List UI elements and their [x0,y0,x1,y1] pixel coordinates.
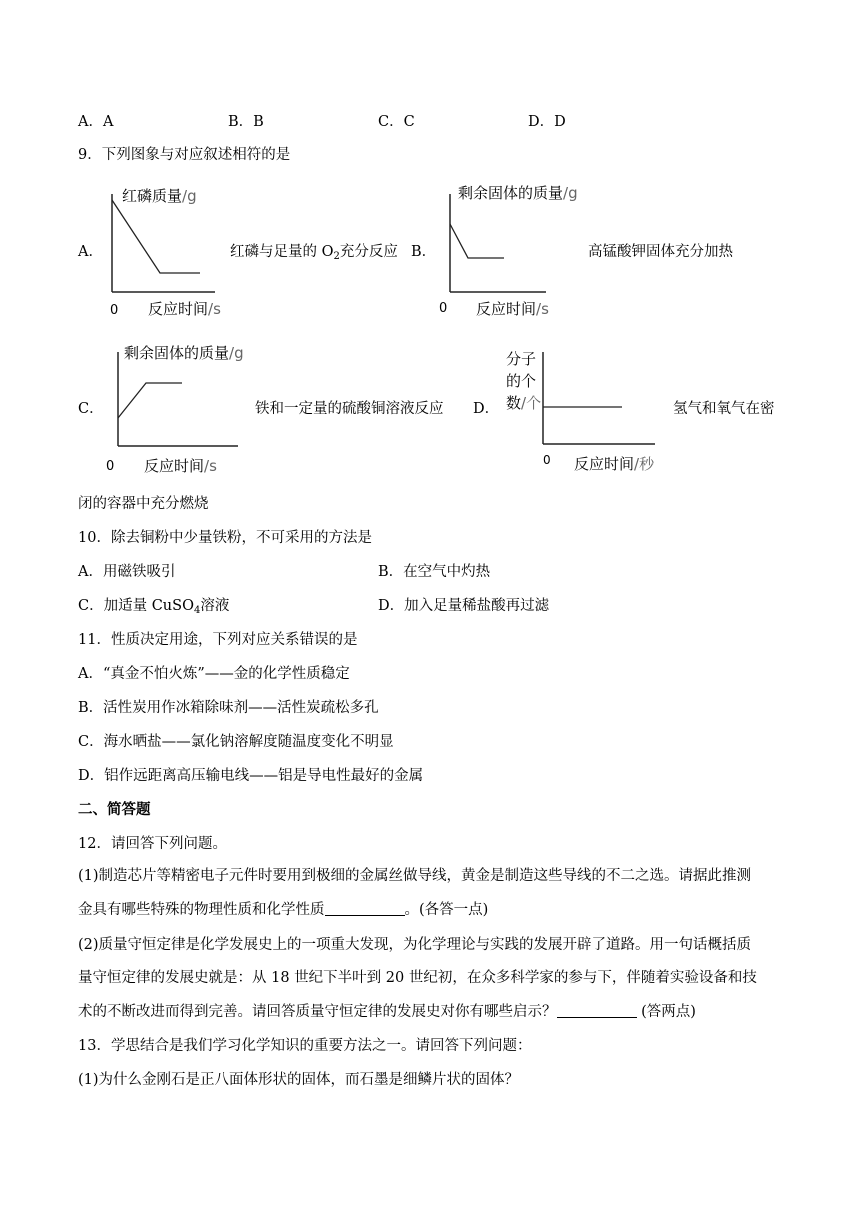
q10-stem: 10．除去铜粉中少量铁粉，不可采用的方法是 [78,530,372,546]
svg-text:红磷质量/g: 红磷质量/g [122,187,197,205]
svg-text:反应时间/s: 反应时间/s [148,300,221,318]
svg-text:剩余固体的质量/g: 剩余固体的质量/g [124,344,244,362]
q9-stem: 9．下列图象与对应叙述相符的是 [78,147,291,163]
q9-b-letter: B． [411,244,437,260]
q8-option-c: C．C [378,114,415,130]
q9-c-graph [98,338,258,478]
q11-stem: 11．性质决定用途，下列对应关系错误的是 [78,632,358,648]
svg-text:的个: 的个 [506,372,537,390]
svg-text:0: 0 [106,459,115,474]
q9-d-letter: D． [473,401,500,417]
q10-option-b: B．在空气中灼热 [378,564,491,580]
q12-part1-line1: (1)制造芯片等精密电子元件时要用到极细的金属丝做导线，黄金是制造这些导线的不二之选。请据此推测 [78,868,752,884]
svg-text:反应时间/s: 反应时间/s [476,300,549,318]
q11-option-b: B．活性炭用作冰箱除味剂——活性炭疏松多孔 [78,700,379,716]
svg-text:剩余固体的质量/g: 剩余固体的质量/g [458,184,578,202]
q13-stem: 13．学思结合是我们学习化学知识的重要方法之一。请回答下列问题： [78,1038,532,1054]
q12-part2-line2: 量守恒定律的发展史就是：从 18 世纪下半叶到 20 世纪初，在众多科学家的参与下，伴随着实验设备和技 [78,970,757,986]
svg-text:分子: 分子 [506,350,537,368]
q10-option-c: C．加适量 CuSO$_4$溶液 [78,598,230,616]
q10-option-a: A．用磁铁吸引 [78,564,176,580]
svg-text:0: 0 [439,301,448,316]
svg-text:0: 0 [110,303,119,318]
q8-option-b: B．B [228,114,264,130]
q11-option-d: D．铝作远距离高压输电线——铝是导电性最好的金属 [78,768,424,784]
q13-part1: (1)为什么金刚石是正八面体形状的固体，而石墨是细鳞片状的固体？ [78,1072,520,1088]
q11-option-a: A．“真金不怕火炼”——金的化学性质稳定 [78,666,350,682]
q11-option-c: C．海水晒盐——氯化钠溶解度随温度变化不明显 [78,734,394,750]
q9-d-graph [500,344,660,474]
svg-text:0: 0 [543,453,551,467]
q9-c-letter: C． [78,401,104,417]
q12-stem: 12．请回答下列问题。 [78,836,227,852]
q8-option-d: D．D [528,114,566,130]
q9-b-graph [436,180,586,325]
section-heading: 二、简答题 [78,801,151,818]
answer-blank[interactable] [325,901,405,916]
q12-part2-line3: 术的不断改进而得到完善。请回答质量守恒定律的发展史对你有哪些启示？ (答两点) [78,1004,696,1020]
q9-c-description: 铁和一定量的硫酸铜溶液反应 [255,401,444,417]
q9-b-description: 高锰酸钾固体充分加热 [588,244,733,260]
q8-option-a: A．A [78,114,114,130]
q9-d-description: 氢气和氧气在密 [673,401,775,417]
svg-text:反应时间/s: 反应时间/s [144,457,217,475]
q9-a-graph [100,180,230,325]
q9-a-description: 红磷与足量的 $O_2$充分反应 [230,244,398,262]
svg-text:反应时间/秒: 反应时间/秒 [574,455,655,473]
answer-blank[interactable] [557,1003,637,1018]
q9-a-letter: A． [78,244,103,260]
q10-option-d: D．加入足量稀盐酸再过滤 [378,598,550,614]
q9-d-description-cont: 闭的容器中充分燃烧 [78,496,209,512]
svg-text:数/个: 数/个 [506,394,542,412]
q12-part2-line1: (2)质量守恒定律是化学发展史上的一项重大发现，为化学理论与实践的发展开辟了道路。用一句话概括质 [78,937,752,953]
q12-part1-line2: 金具有哪些特殊的物理性质和化学性质 。(各答一点) [78,902,489,918]
